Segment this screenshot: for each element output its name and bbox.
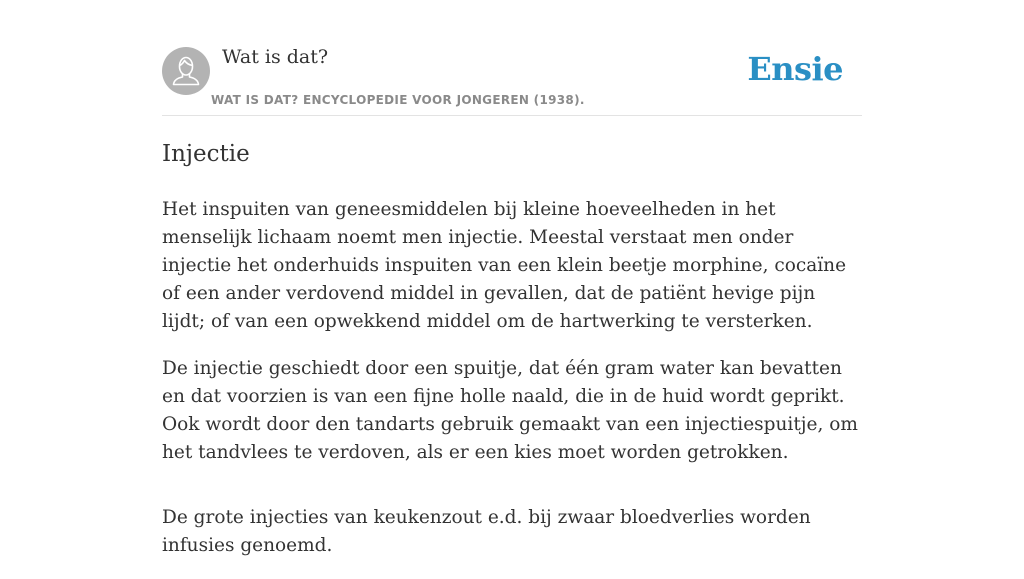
- article-paragraph: Het inspuiten van geneesmiddelen bij kleine hoeveelheden in het menselijk lichaam noemt men injectie. Meestal verstaat men onder injectie het onderhuids inspuiten van een klein beetje morphine, cocaïne of een ander verdovend middel in gevallen, dat de patiënt hevige pijn lijdt; of van een opwekkend middel om de hartwerking te versterken.: [162, 199, 847, 332]
- article: [162, 138, 862, 579]
- article-title: Injectie: [162, 141, 250, 167]
- source-subtitle[interactable]: WAT IS DAT? ENCYCLOPEDIE VOOR JONGEREN (1938).: [211, 93, 585, 107]
- article-paragraph: De grote injecties van keukenzout e.d. bij zwaar bloedverlies worden infusies genoemd.: [162, 507, 811, 556]
- article-paragraph: De injectie geschiedt door een spuitje, dat één gram water kan bevatten en dat voorzien is van een fijne holle naald, die in de huid wordt geprikt. Ook wordt door den tandarts gebruik gemaakt van een injectiespuitje, om het tandvlees te verdoven, als er een kies moet worden getrokken.: [162, 358, 858, 463]
- source-header: [162, 46, 862, 116]
- source-title[interactable]: Wat is dat?: [222, 46, 329, 68]
- user-icon[interactable]: [162, 47, 210, 95]
- ensie-logo[interactable]: Ensie: [747, 50, 843, 88]
